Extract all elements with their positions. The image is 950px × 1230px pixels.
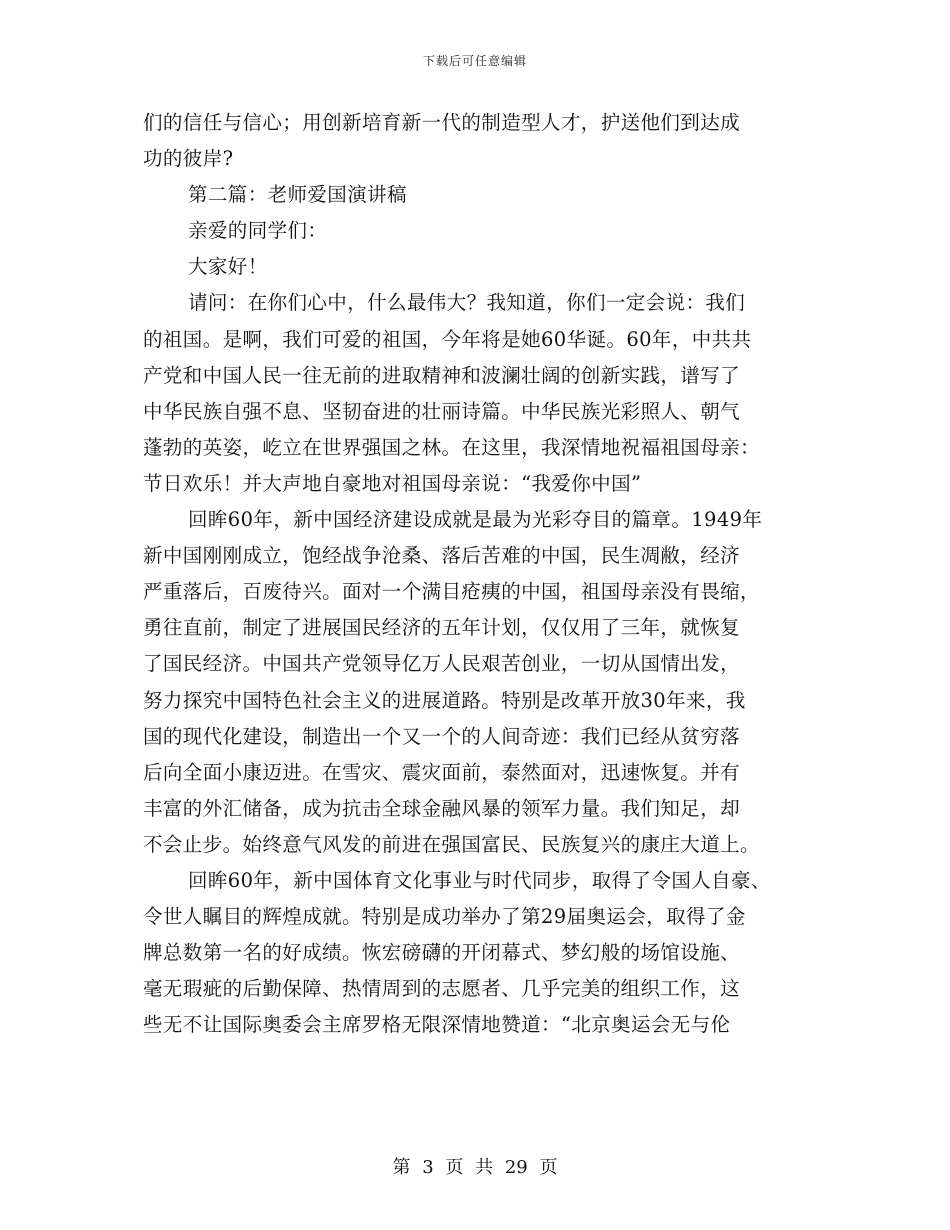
text-line: 功的彼岸?: [143, 147, 234, 171]
text-line: 们的信任与信心；用创新培育新一代的制造型人才，护送他们到达成: [143, 111, 741, 134]
greeting: 大家好！: [188, 255, 268, 279]
text-line: 国的现代化建设，制造出一个又一个的人间奇迹：我们已经从贫穷落: [143, 724, 741, 748]
text-line: 蓬勃的英姿，屹立在世界强国之林。在这里，我深情地祝福祖国母亲：: [143, 435, 760, 459]
paragraph-start: 回眸60年，新中国体育文化事业与时代同步，取得了令国人自豪、: [188, 868, 771, 892]
text-line: 丰富的外汇储备，成为抗击全球金融风暴的领军力量。我们知足，却: [143, 796, 741, 820]
text-line: 些无不让国际奥委会主席罗格无限深情地赞道：“北京奥运会无与伦: [143, 1013, 731, 1037]
text-line: 严重落后，百废待兴。面对一个满目疮痍的中国，祖国母亲没有畏缩，: [143, 580, 760, 604]
text-line: 新中国刚刚成立，饱经战争沧桑、落后苦难的中国，民生凋敝，经济: [143, 544, 741, 568]
salutation: 亲爱的同学们：: [188, 219, 328, 243]
text-line: 牌总数第一名的好成绩。恢宏磅礴的开闭幕式、梦幻般的场馆设施、: [143, 941, 741, 965]
text-line: 令世人瞩目的辉煌成就。特别是成功举办了第29届奥运会，取得了金: [143, 905, 746, 929]
section-heading: 第二篇：老师爱国演讲稿: [188, 183, 407, 207]
text-line: 的祖国。是啊，我们可爱的祖国，今年将是她60华诞。60年，中共共: [143, 327, 752, 351]
text-line: 毫无瑕疵的后勤保障、热情周到的志愿者、几乎完美的组织工作，这: [143, 977, 741, 1001]
text-line: 勇往直前，制定了进展国民经济的五年计划，仅仅用了三年，就恢复: [143, 616, 741, 640]
document-body: [143, 105, 815, 1043]
page-header: 下载后可任意编辑: [422, 54, 527, 68]
text-line: 中华民族自强不息、坚韧奋进的壮丽诗篇。中华民族光彩照人、朝气: [143, 399, 741, 423]
paragraph-start: 回眸60年，新中国经济建设成就是最为光彩夺目的篇章。1949年: [188, 508, 763, 532]
text-line: 了国民经济。中国共产党领导亿万人民艰苦创业，一切从国情出发，: [143, 652, 741, 676]
text-line: 后向全面小康迈进。在雪灾、震灾面前，泰然面对，迅速恢复。并有: [143, 760, 741, 784]
text-line: 产党和中国人民一往无前的进取精神和波澜壮阔的创新实践，谱写了: [143, 363, 741, 387]
page-number-footer: 第 3 页 共 29 页: [392, 1157, 558, 1178]
paragraph-start: 请问：在你们心中，什么最伟大？我知道，你们一定会说：我们: [188, 291, 746, 315]
text-line: 不会止步。始终意气风发的前进在强国富民、民族复兴的康庄大道上。: [143, 832, 760, 856]
text-line: 节日欢乐！并大声地自豪地对祖国母亲说：“我爱你中国”: [143, 471, 642, 495]
text-line: 努力探究中国特色社会主义的进展道路。特别是改革开放30年来，我: [143, 688, 746, 712]
